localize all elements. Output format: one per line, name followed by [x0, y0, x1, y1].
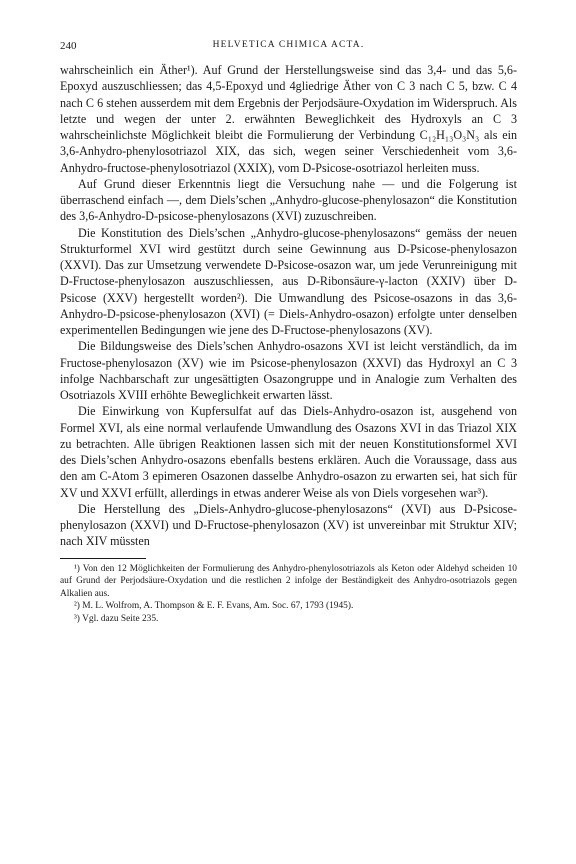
paragraph: Die Bildungsweise des Diels’schen Anhydro-osazons XVI ist leicht verständlich, da im Fructose-phenylosazon (XV) wie im Psicose-phenylosazon (XXVI) das Hydroxyl an C 3 infolge Nachbarschaft zur ungesättigten Osazongruppe und in Analogie zum Verhalten des Osotriazols XVIII erhöhte Beweglichkeit erwarten lässt.	[60, 339, 517, 402]
running-title: HELVETICA CHIMICA ACTA.	[212, 40, 365, 50]
document-page	[60, 40, 517, 625]
footnote: ¹) Von den 12 Möglichkeiten der Formulierung des Anhydro-phenylosotriazols als Keton oder Aldehyd scheiden 10 auf Grund der Perjodsäure-Oxydation und die restlichen 2 infolge der Beständigkeit des Anhydro-osotriazols gegen Alkalien aus.	[60, 563, 517, 599]
footnote: ²) M. L. Wolfrom, A. Thompson & E. F. Evans, Am. Soc. 67, 1793 (1945).	[74, 601, 354, 611]
footnotes	[60, 563, 517, 626]
body-text	[60, 62, 517, 550]
paragraph: Die Konstitution des Diels’schen „Anhydro-glucose-phenylosazons“ gemäss der neuen Strukturformel XVI wird gestützt durch seine Gewinnung aus D-Psicose-phenylosazon (XXVI). Das zur Umsetzung verwendete D-Psicose-osazon war, um jede Verunreinigung mit D-Fructose-phenylosazon auszuschliessen, aus D-Ribonsäure-γ-lacton (XXIV) über D-Psicose (XXV) hergestellt worden²). Die Umwandlung des Psicose-osazons in das 3,6-Anhydro-D-psicose-phenylosazon (XVI) (= Diels-Anhydro-osazon) erfolgte unter denselben experimentellen Bedingungen wie jene des D-Fructose-phenylosazons (XV).	[60, 225, 517, 337]
page-header	[60, 40, 517, 62]
footnote: ³) Vgl. dazu Seite 235.	[74, 613, 159, 624]
paragraph: Die Herstellung des „Diels-Anhydro-glucose-phenylosazons“ (XVI) aus D-Psicose-phenylosazon (XXVI) und D-Fructose-phenylosazon (XV) ist unvereinbar mit Struktur XIV; nach XIV müssten	[60, 501, 517, 549]
paragraph: Auf Grund dieser Erkenntnis liegt die Versuchung nahe — und die Folgerung ist überraschend einfach —, dem Diels’schen „Anhydro-glucose-phenylosazon“ die Konstitution des 3,6-Anhydro-D-psicose-phenylosazons (XVI) zuzuschreiben.	[60, 176, 517, 224]
paragraph: Die Einwirkung von Kupfersulfat auf das Diels-Anhydro-osazon ist, ausgehend von Formel XVI, als eine normal verlaufende Umwandlung des Osazons XVI in das Triazol XIX zu betrachten. Alle übrigen Reaktionen lassen sich mit der neuen Konstitutionsformel XVI des Diels’schen Anhydro-osazons ebenfalls bestens erklären. Auch die Voraussage, dass aus den am C-Atom 3 epimeren Osazonen dasselbe Anhydro-osazon zu erwarten sei, hat sich für XV und XXVI erfüllt, allerdings in etwas anderer Weise als von Diels vorgesehen war³).	[60, 404, 517, 500]
paragraph: wahrscheinlich ein Äther¹). Auf Grund der Herstellungsweise sind das 3,4- und das 5,6-Epoxyd auszuschliessen; das 4,5-Epoxyd und 4gliedrige Äther von C 3 nach C 5, bzw. C 4 nach C 6 stehen ausserdem mit dem Ergebnis der Perjodsäure-Oxydation im Widerspruch. Als letzte und wegen der unter 2. erwähnten Beweglichkeit des Hydroxyls an C 3 wahrscheinlichste Möglichkeit bleibt die Formulierung der Verbindung C₁₂H₁₃O₃N₃ als ein 3,6-Anhydro-phenylosotriazol XIX, das sich, wegen seiner Verschiedenheit vom 3,6-Anhydro-fructose-phenylosotriazol (XXIX), vom D-Psicose-osotriazol herleiten muss.	[60, 63, 517, 175]
footnote-divider	[60, 558, 146, 559]
page-number: 240	[60, 40, 77, 52]
